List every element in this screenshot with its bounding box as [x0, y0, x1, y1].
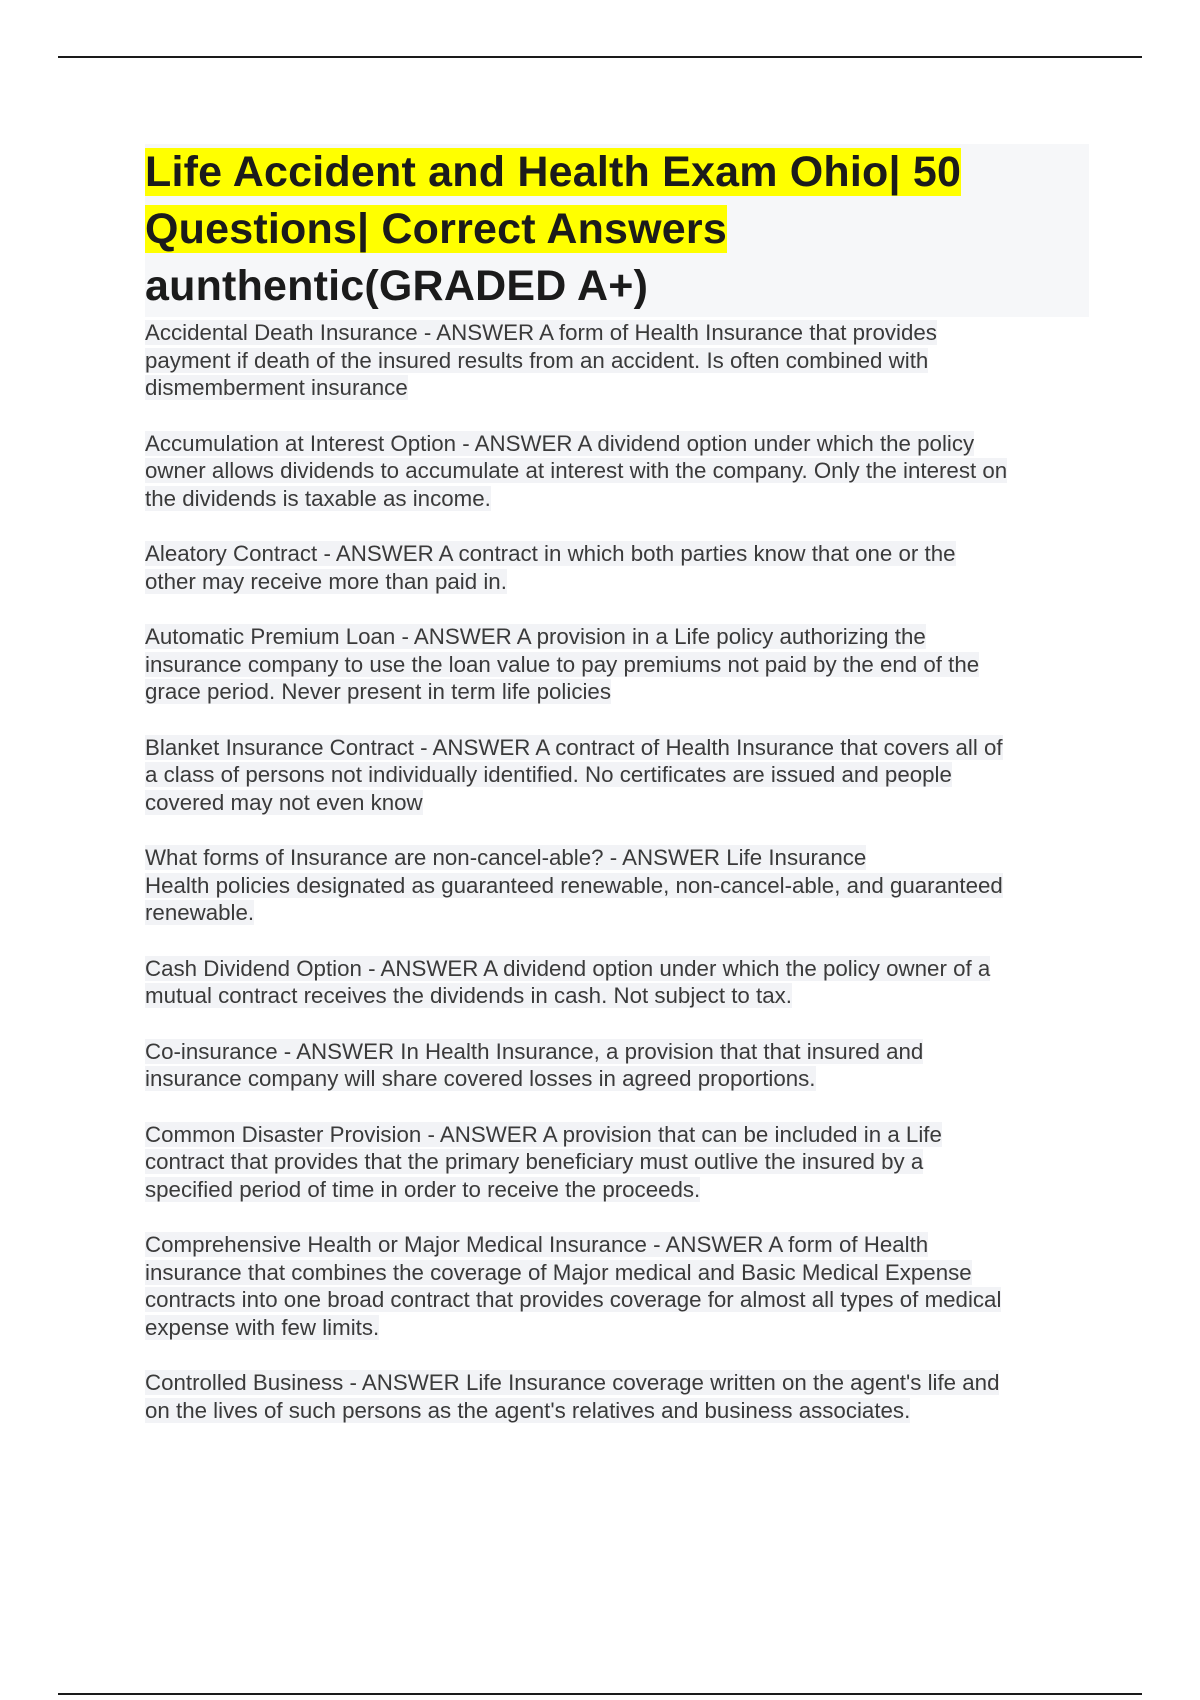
qa-entry-line — [145, 1397, 1089, 1425]
qa-entry-text: other may receive more than paid in. — [145, 568, 507, 594]
qa-entry-text: Accumulation at Interest Option - ANSWER A dividend option under which the policy — [145, 430, 975, 456]
qa-entry — [145, 1121, 1089, 1204]
qa-entry-text: Comprehensive Health or Major Medical Insurance - ANSWER A form of Health — [145, 1232, 929, 1257]
qa-entry-line — [145, 485, 1089, 513]
document-title — [145, 144, 1085, 315]
document-title-block — [145, 144, 1089, 317]
qa-entry-text: Co-insurance - ANSWER In Health Insurance, a provision that that insured and — [145, 1038, 924, 1064]
qa-entry-line — [145, 1286, 1089, 1314]
top-rule — [58, 56, 1142, 58]
qa-entry-line — [145, 1259, 1089, 1287]
qa-entry-text: Blanket Insurance Contract - ANSWER A contract of Health Insurance that covers all of — [145, 734, 1003, 760]
qa-entry-text: Common Disaster Provision - ANSWER A provision that can be included in a Life — [145, 1121, 942, 1147]
qa-entry-text: contracts into one broad contract that provides coverage for almost all types of medical — [145, 1287, 1002, 1312]
qa-entry — [145, 540, 1089, 595]
qa-entry-line — [145, 789, 1089, 817]
qa-entry-text: dismemberment insurance — [145, 375, 408, 400]
qa-entry — [145, 1231, 1089, 1341]
qa-entry-text: owner allows dividends to accumulate at interest with the company. Only the interest on — [145, 458, 1008, 483]
qa-entry-line — [145, 568, 1089, 596]
title-highlight-line-1: Life Accident and Health Exam Ohio| 50 — [145, 148, 962, 196]
qa-entry-text: insurance company will share covered losses in agreed proportions. — [145, 1066, 816, 1091]
qa-entry-line — [145, 1121, 1089, 1149]
qa-entry-line — [145, 540, 1089, 568]
qa-entry-line — [145, 374, 1089, 402]
qa-entry-text: grace period. Never present in term life policies — [145, 679, 611, 704]
qa-entry-line — [145, 430, 1089, 458]
title-highlight-line-2: Questions| Correct Answers — [145, 205, 727, 253]
qa-entry-line — [145, 678, 1089, 706]
qa-entry-text: mutual contract receives the dividends in cash. Not subject to tax. — [145, 983, 792, 1008]
qa-entry-text: on the lives of such persons as the agent's relatives and business associates. — [145, 1397, 911, 1423]
qa-entry-line — [145, 347, 1089, 375]
qa-entry-line — [145, 1176, 1089, 1204]
qa-entry-line — [145, 872, 1089, 900]
qa-entry-text: Health policies designated as guaranteed renewable, non-cancel-able, and guaranteed — [145, 872, 1003, 898]
qa-entry-text: Accidental Death Insurance - ANSWER A form of Health Insurance that provides — [145, 320, 937, 345]
qa-entry-text: renewable. — [145, 900, 255, 925]
bottom-rule — [58, 1693, 1142, 1695]
qa-entry-line — [145, 761, 1089, 789]
qa-entry-line — [145, 982, 1089, 1010]
qa-entry-text: contract that provides that the primary beneficiary must outlive the insured by a — [145, 1149, 924, 1174]
qa-entry-line — [145, 1038, 1089, 1066]
qa-list — [145, 319, 1089, 1424]
title-plain-line: aunthentic(GRADED A+) — [145, 262, 649, 310]
qa-entry — [145, 955, 1089, 1010]
qa-entry — [145, 319, 1089, 402]
qa-entry — [145, 1038, 1089, 1093]
qa-entry-text: the dividends is taxable as income. — [145, 485, 491, 511]
qa-entry-line — [145, 1231, 1089, 1259]
qa-entry-line — [145, 1148, 1089, 1176]
qa-entry-text: payment if death of the insured results from an accident. Is often combined with — [145, 347, 929, 373]
qa-entry — [145, 623, 1089, 706]
qa-entry-line — [145, 1369, 1089, 1397]
qa-entry-line — [145, 319, 1089, 347]
qa-entry-text: Automatic Premium Loan - ANSWER A provision in a Life policy authorizing the — [145, 624, 926, 649]
qa-entry-line — [145, 1065, 1089, 1093]
qa-entry — [145, 1369, 1089, 1424]
qa-entry-text: expense with few limits. — [145, 1314, 380, 1340]
qa-entry-text: covered may not even know — [145, 789, 423, 815]
document-body — [145, 144, 1089, 1452]
qa-entry-line — [145, 623, 1089, 651]
qa-entry — [145, 734, 1089, 817]
qa-entry-text: Cash Dividend Option - ANSWER A dividend option under which the policy owner of a — [145, 955, 991, 981]
qa-entry — [145, 430, 1089, 513]
qa-entry-line — [145, 1314, 1089, 1342]
qa-entry-line — [145, 844, 1089, 872]
qa-entry-text: What forms of Insurance are non-cancel-able? - ANSWER Life Insurance — [145, 845, 867, 870]
qa-entry-line — [145, 734, 1089, 762]
qa-entry-line — [145, 899, 1089, 927]
qa-entry-text: insurance that combines the coverage of Major medical and Basic Medical Expense — [145, 1259, 972, 1285]
qa-entry-text: Controlled Business - ANSWER Life Insurance coverage written on the agent's life and — [145, 1370, 1000, 1395]
qa-entry-line — [145, 955, 1089, 983]
qa-entry-line — [145, 457, 1089, 485]
qa-entry-text: Aleatory Contract - ANSWER A contract in which both parties know that one or the — [145, 541, 956, 566]
qa-entry-line — [145, 651, 1089, 679]
qa-entry — [145, 844, 1089, 927]
qa-entry-text: a class of persons not individually identified. No certificates are issued and people — [145, 762, 952, 787]
qa-entry-text: specified period of time in order to receive the proceeds. — [145, 1176, 701, 1202]
qa-entry-text: insurance company to use the loan value to pay premiums not paid by the end of the — [145, 651, 980, 677]
